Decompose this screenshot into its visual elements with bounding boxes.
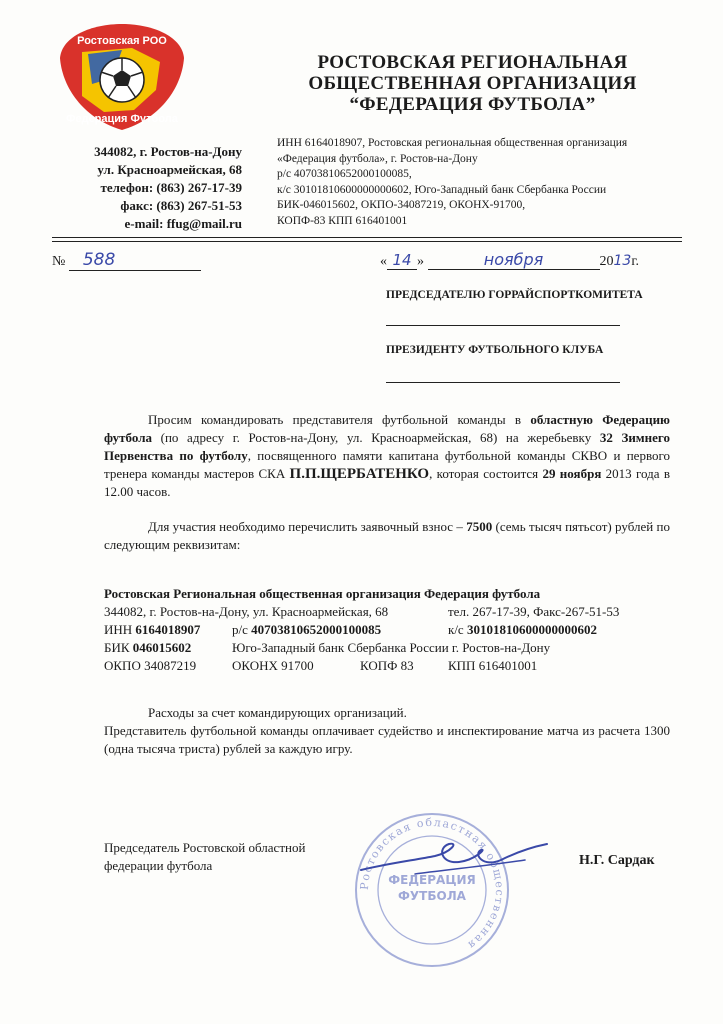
request-paragraph	[104, 411, 670, 501]
document-number	[52, 250, 201, 271]
bank-kpp: КПП 616401001	[448, 658, 538, 673]
requisites-line-3: р/с 40703810652000100085,	[277, 168, 412, 180]
recipient-1: ПРЕДСЕДАТЕЛЮ ГОРРАЙСПОРТКОМИТЕТА	[386, 289, 643, 301]
year-prefix: 20	[599, 254, 614, 269]
year-unit: г.	[631, 254, 639, 269]
bank-bik	[104, 639, 191, 657]
requisites-block	[277, 136, 697, 229]
p1-bold-2: 32 Зимнего Первенства по футболу	[104, 430, 671, 463]
document-date	[380, 250, 639, 270]
quote-close: »	[417, 254, 424, 269]
recipient-2: ПРЕЗИДЕНТУ ФУТБОЛЬНОГО КЛУБА	[386, 344, 604, 356]
bank-ks	[448, 621, 597, 639]
p2-text-1: Для участия необходимо перечислить заявочный взнос –	[148, 519, 467, 534]
bank-name: Юго-Западный банк Сбербанка России г. Ростов-на-Дону	[232, 640, 551, 655]
bank-org-name: Ростовская Региональная общественная организация Федерация футбола	[104, 586, 541, 601]
rs-label: р/с	[232, 622, 252, 637]
stamp-inner-2: ФУТБОЛА	[398, 889, 466, 903]
organization-title	[260, 52, 685, 115]
date-day: 14	[387, 251, 417, 270]
bank-address: 344082, г. Ростов-на-Дону, ул. Красноармейская, 68	[104, 604, 389, 619]
fax-line: факс: (863) 267-51-53	[120, 198, 242, 213]
ks-value: 30101810600000000602	[466, 622, 597, 637]
requisites-line-6: КОПФ-83 КПП 616401001	[277, 214, 408, 227]
bank-rs	[232, 621, 381, 639]
expenses-text: Представитель футбольной команды оплачивает судейство и инспектирование матча из расчета 1300 (одна тысяча триста) рублей за каждую игру.	[104, 723, 670, 756]
requisites-line-1: ИНН 6164018907, Ростовская региональная общественная организация	[277, 137, 628, 149]
signatory-position-2: федерации футбола	[104, 858, 213, 873]
header-divider-thin	[52, 241, 682, 242]
contact-block	[52, 143, 242, 233]
bank-okonh: ОКОНХ 91700	[232, 658, 314, 673]
logo-bottom-text: Федерация Футбола	[66, 113, 178, 125]
bank-inn	[104, 621, 200, 639]
p1-bold-1: областную Федерацию футбола	[104, 412, 670, 445]
signatory-position-1: Председатель Ростовской областной	[104, 840, 306, 855]
address-line-1: 344082, г. Ростов-на-Дону	[94, 144, 242, 159]
bank-okpo: ОКПО 34087219	[104, 658, 197, 673]
bank-phones: тел. 267-17-39, Факс-267-51-53	[448, 604, 620, 619]
requisites-line-2: «Федерация футбола», г. Ростов-на-Дону	[277, 152, 478, 165]
fee-paragraph	[104, 518, 670, 554]
quote-open: «	[380, 254, 387, 269]
rs-value: 40703810652000100085	[251, 622, 382, 637]
p1-text-2: (по адресу г. Ростов-на-Дону, ул. Красноармейская, 68) на жеребьевку	[152, 430, 600, 445]
handwritten-signature	[355, 830, 555, 890]
p1-bold-4: 29 ноября	[542, 466, 602, 481]
p1-text-3: , посвященного памяти капитана футбольной команды СКВО и первого тренера команды мастеров СКА	[104, 448, 670, 481]
p2-text-2: (семь тысяч пятьсот) рублей по следующим реквизитам:	[104, 519, 670, 552]
federation-logo	[52, 18, 192, 136]
expenses-line-1: Расходы за счет командирующих организаций.	[148, 705, 407, 720]
stamp-inner-1: ФЕДЕРАЦИЯ	[388, 873, 476, 887]
inn-value: 6164018907	[135, 622, 201, 637]
number-label: №	[52, 254, 66, 269]
p1-text-1: Просим командировать представителя футбольной команды в	[148, 412, 531, 427]
address-line-2: ул. Красноармейская, 68	[97, 162, 242, 177]
expenses-line-2	[104, 722, 670, 758]
requisites-line-4: к/с 30101810600000000602, Юго-Западный банк Сбербанка России	[277, 183, 607, 196]
bik-value: 046015602	[132, 640, 192, 655]
signatory-name: Н.Г. Сардак	[579, 853, 655, 868]
phone-line: телефон: (863) 267-17-39	[100, 180, 242, 195]
email-line: e-mail: ffug@mail.ru	[124, 216, 242, 231]
logo-top-text: Ростовская РОО	[77, 35, 167, 47]
date-month: ноября	[428, 250, 600, 270]
ks-label: к/с	[448, 622, 467, 637]
stamp-outer-text: Ростовская областная общественная	[357, 815, 507, 953]
p1-text-4: , которая состоится	[429, 466, 543, 481]
recipient-1-blank	[386, 325, 620, 326]
header-divider	[52, 237, 682, 238]
title-line-3: “ФЕДЕРАЦИЯ ФУТБОЛА”	[349, 94, 596, 115]
p2-bold-1: 7500	[466, 519, 493, 534]
inn-label: ИНН	[104, 622, 136, 637]
recipient-2-blank	[386, 382, 620, 383]
requisites-line-5: БИК-046015602, ОКПО-34087219, ОКОНХ-91700,	[277, 199, 526, 211]
title-line-1: РОСТОВСКАЯ РЕГИОНАЛЬНАЯ	[317, 52, 628, 73]
p1-text-5: 2013 года в 12.00 часов.	[104, 466, 670, 499]
number-value: 588	[69, 250, 201, 271]
p1-bold-3: П.П.ЩЕРБАТЕНКО	[289, 466, 430, 482]
title-line-2: ОБЩЕСТВЕННАЯ ОРГАНИЗАЦИЯ	[308, 73, 637, 94]
year-suffix: 13	[613, 253, 632, 269]
bank-kopf: КОПФ 83	[360, 658, 414, 673]
bik-label: БИК	[104, 640, 133, 655]
